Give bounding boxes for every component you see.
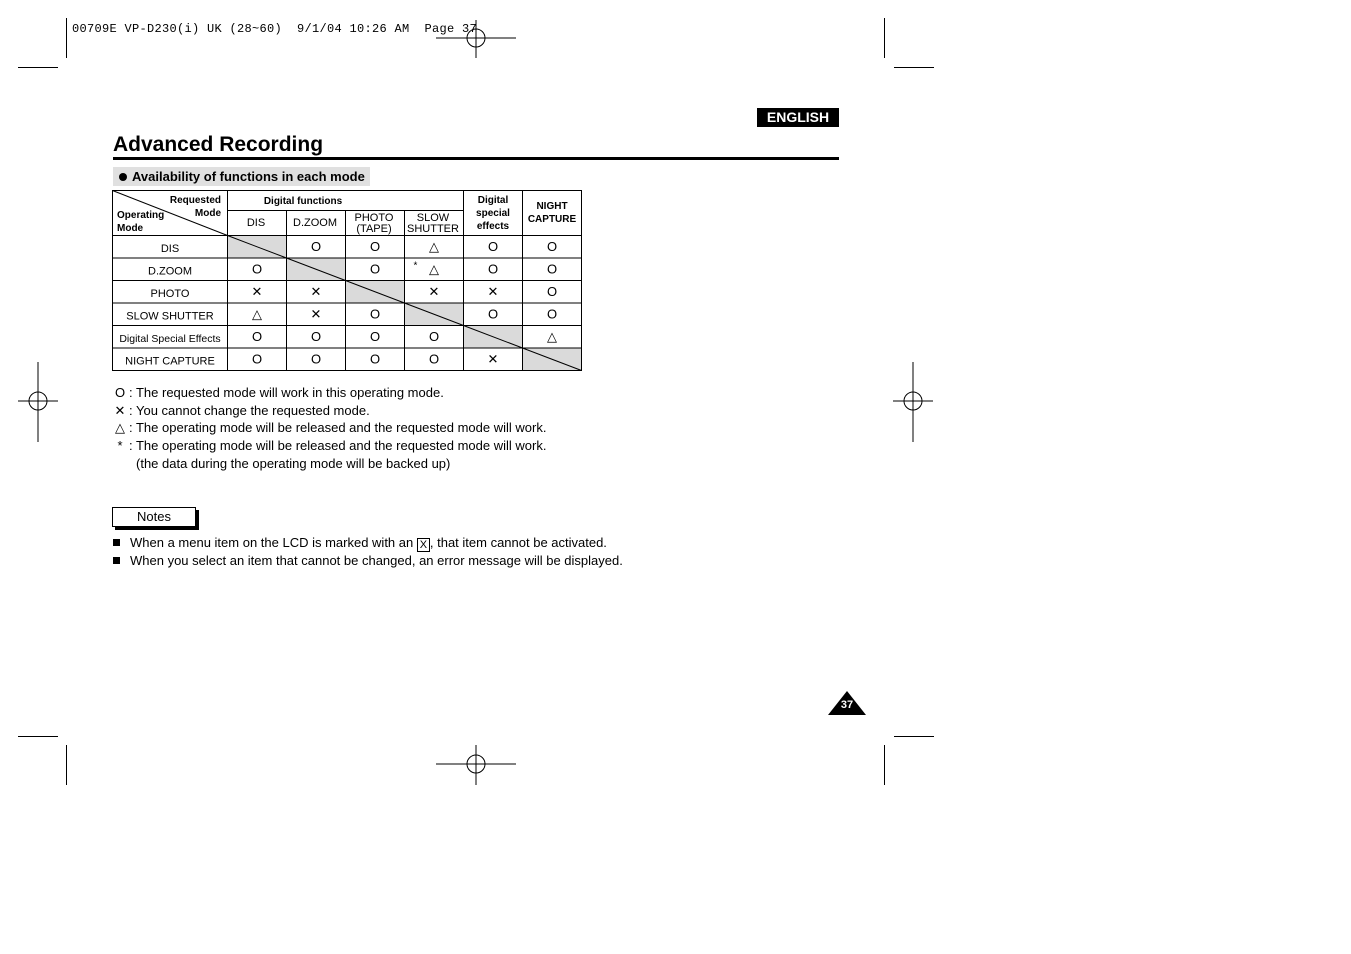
- square-bullet-icon: [113, 539, 120, 546]
- digital-functions-header: Digital functions: [263, 196, 343, 207]
- cross-symbol: ✕: [114, 403, 126, 418]
- note-1-text-b: , that item cannot be activated.: [429, 535, 607, 550]
- col-header-night: NIGHT: [536, 201, 568, 212]
- legend-item-o: [113, 385, 444, 400]
- section-heading-text: Availability of functions in each mode: [132, 169, 365, 184]
- triangle-symbol: △: [115, 420, 125, 435]
- legend-star-text: : The operating mode will be released and the requested mode will work.: [129, 438, 547, 453]
- cell-symbol: O: [369, 306, 381, 322]
- legend-item-star-note: (the data during the operating mode will be backed up): [136, 456, 451, 471]
- cell-symbol: O: [428, 328, 440, 344]
- cell-symbol: O: [546, 283, 558, 299]
- row-label: DIS: [160, 242, 180, 255]
- cell-symbol: O: [251, 328, 263, 344]
- cell-symbol: O: [369, 261, 381, 277]
- language-badge: ENGLISH: [757, 108, 839, 127]
- registration-mark-icon: [436, 20, 516, 60]
- cell-symbol: O: [310, 351, 322, 367]
- row-label: Digital Special Effects: [119, 332, 221, 345]
- cell-symbol: △: [252, 306, 262, 322]
- x-box-icon: X: [417, 538, 430, 552]
- note-2-text: When you select an item that cannot be changed, an error message will be displayed.: [130, 553, 623, 568]
- section-heading: [113, 167, 370, 186]
- corner-operating-label: Operating: [117, 210, 165, 221]
- legend-item-x: [113, 403, 370, 419]
- square-bullet-icon: [113, 557, 120, 564]
- crop-mark: [66, 745, 67, 785]
- corner-mode2-label: Mode: [117, 223, 144, 234]
- cell-symbol: O: [487, 238, 499, 254]
- registration-mark-icon: [893, 362, 933, 442]
- crop-mark: [894, 67, 934, 68]
- cell-symbol: △: [547, 328, 557, 344]
- bullet-icon: [119, 173, 127, 181]
- crop-mark: [66, 18, 67, 58]
- col-header-dse-3: effects: [476, 221, 510, 232]
- registration-mark-icon: [18, 362, 58, 442]
- col-header-dzoom: D.ZOOM: [293, 217, 337, 229]
- cell-symbol: △: [429, 238, 439, 254]
- legend-item-triangle: [113, 420, 546, 436]
- print-header: 00709E VP-D230(i) UK (28~60) 9/1/04 10:26 AM Page 37: [72, 22, 478, 36]
- row-label: D.ZOOM: [148, 265, 192, 278]
- row-label: NIGHT CAPTURE: [125, 355, 215, 368]
- legend-x-text: : You cannot change the requested mode.: [129, 403, 370, 418]
- crop-mark: [894, 736, 934, 737]
- note-item: [113, 553, 623, 568]
- cell-symbol: ✕: [310, 283, 322, 299]
- title-rule: [113, 157, 839, 160]
- registration-mark-icon: [436, 745, 516, 785]
- corner-requested-label: Requested: [169, 195, 221, 206]
- row-label: PHOTO: [150, 287, 190, 300]
- page-title: Advanced Recording: [113, 133, 324, 156]
- notes-label: Notes: [112, 507, 196, 527]
- col-header-night-2: CAPTURE: [527, 214, 577, 225]
- cell-symbol: ✕: [428, 283, 440, 299]
- cell-symbol: O: [310, 328, 322, 344]
- availability-table: [112, 190, 584, 374]
- col-header-dse: Digital: [477, 195, 509, 206]
- col-header-slow: SLOW: [416, 212, 450, 224]
- cell-symbol: ✕: [310, 306, 322, 322]
- note-item: [113, 535, 607, 552]
- cell-symbol: ✕: [251, 283, 263, 299]
- cell-symbol: O: [369, 238, 381, 254]
- star-mark: *: [413, 260, 418, 272]
- crop-mark: [884, 18, 885, 58]
- cell-symbol: △: [429, 261, 439, 277]
- cell-symbol: O: [369, 328, 381, 344]
- legend-o-text: : The requested mode will work in this operating mode.: [129, 385, 444, 400]
- cell-symbol: O: [251, 261, 263, 277]
- col-header-dse-2: special: [476, 208, 510, 219]
- col-header-photo: PHOTO: [354, 212, 394, 224]
- cell-symbol: O: [546, 306, 558, 322]
- corner-mode-label: Mode: [194, 208, 221, 219]
- cell-symbol: ✕: [487, 351, 499, 367]
- cell-symbol: O: [546, 238, 558, 254]
- cell-symbol: O: [310, 238, 322, 254]
- cell-symbol: O: [251, 351, 263, 367]
- col-header-photo-sub: (TAPE): [356, 223, 392, 235]
- row-label: SLOW SHUTTER: [126, 310, 214, 323]
- col-header-dis: DIS: [246, 217, 266, 229]
- page-number: 37: [840, 699, 854, 711]
- cell-symbol: O: [487, 306, 499, 322]
- star-symbol: *: [117, 438, 123, 453]
- cell-symbol: O: [546, 261, 558, 277]
- crop-mark: [18, 67, 58, 68]
- note-1-text-a: When a menu item on the LCD is marked with an: [130, 535, 414, 550]
- crop-mark: [18, 736, 58, 737]
- cell-symbol: ✕: [487, 283, 499, 299]
- col-header-slow-sub: SHUTTER: [407, 223, 459, 235]
- cell-symbol: O: [369, 351, 381, 367]
- cell-symbol: O: [428, 351, 440, 367]
- circle-symbol: O: [114, 385, 126, 400]
- legend-item-star: [113, 438, 546, 453]
- cell-symbol: O: [487, 261, 499, 277]
- crop-mark: [884, 745, 885, 785]
- legend-t-text: : The operating mode will be released and the requested mode will work.: [129, 420, 547, 435]
